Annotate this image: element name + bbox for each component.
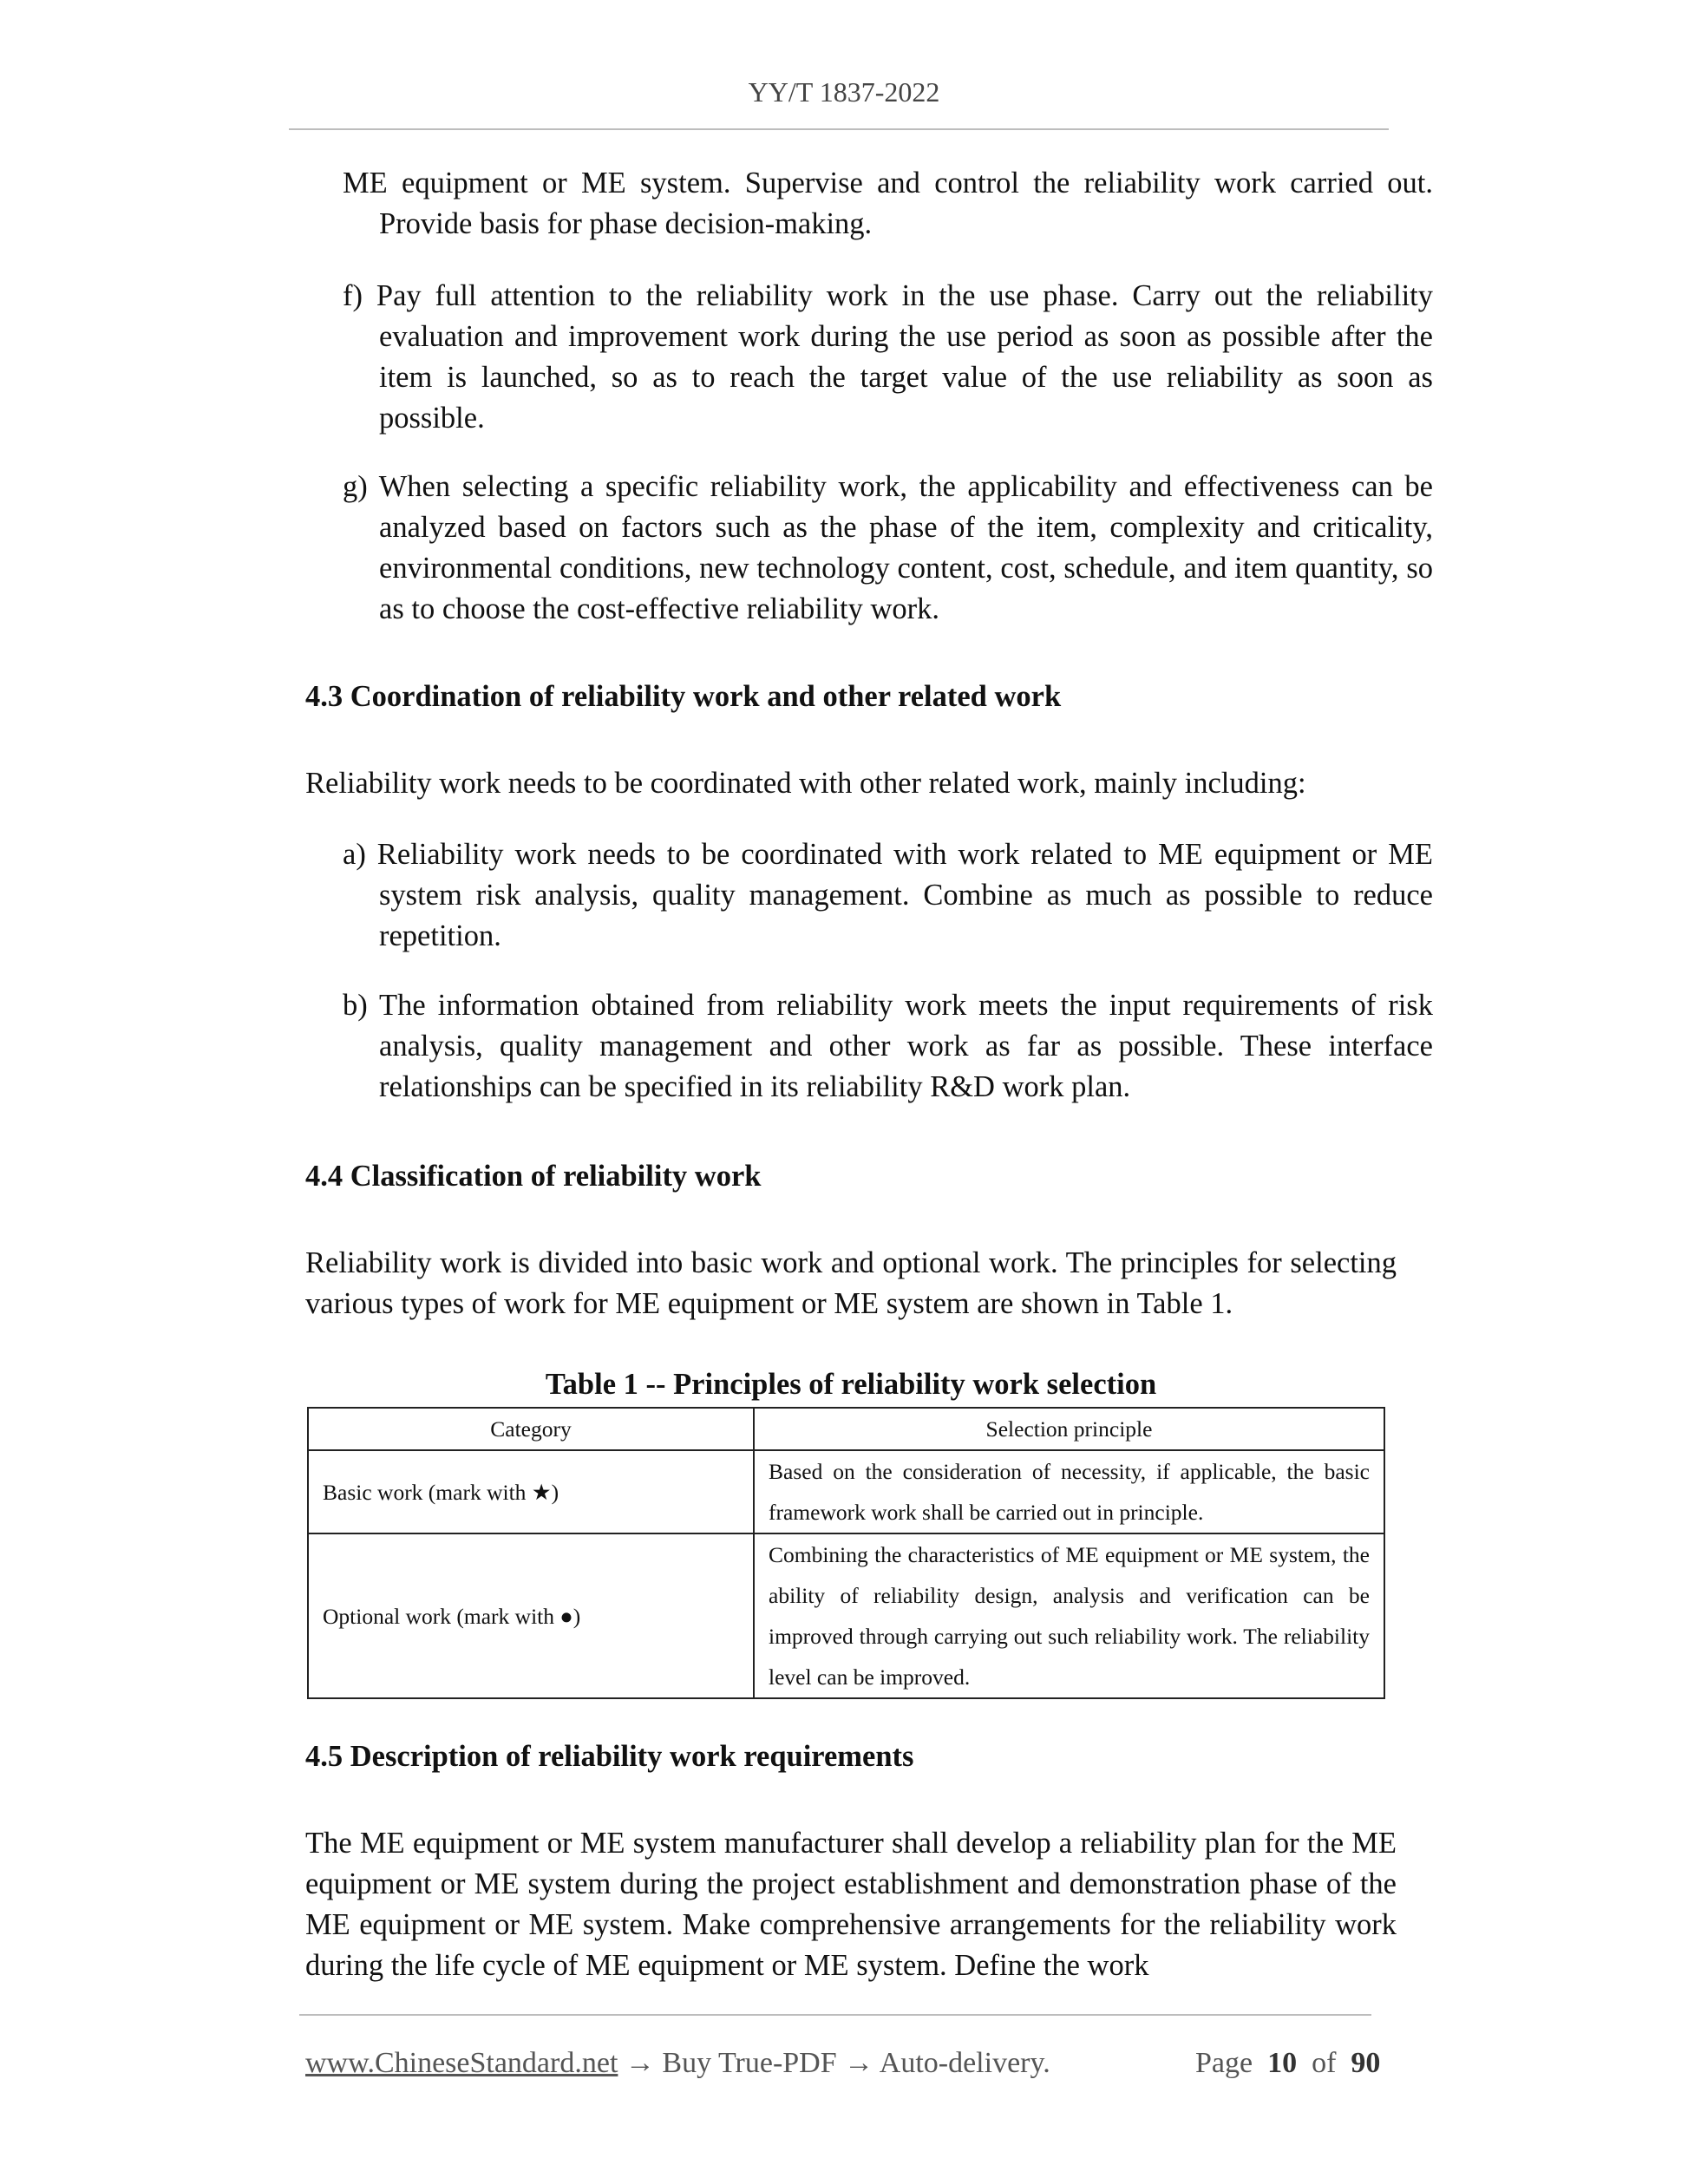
table-row xyxy=(308,1450,1384,1533)
header-rule xyxy=(289,128,1389,130)
principles-table xyxy=(307,1407,1385,1699)
table-header-category: Category xyxy=(308,1408,754,1450)
table-header-row xyxy=(308,1408,1384,1450)
section-4-4-body: Reliability work is divided into basic work and optional work. The principles for selecting various types of work for ME equipment or ME system are shown in Table 1. xyxy=(305,1246,1397,1320)
table-cell-principle: Combining the characteristics of ME equipment or ME system, the ability of reliability design, analysis and verification can be improved through carrying out such reliability work. The reliability level can be improved. xyxy=(754,1533,1384,1698)
intro-continuation: ME equipment or ME system. Supervise and control the reliability work carried out. Provide basis for phase decision-making. xyxy=(343,167,1433,240)
footer-promo xyxy=(305,2047,1050,2080)
table-cell-category: Optional work (mark with ●) xyxy=(308,1533,754,1698)
table-header-principle: Selection principle xyxy=(754,1408,1384,1450)
footer-rule xyxy=(299,2014,1371,2016)
of-label: of xyxy=(1312,2047,1337,2079)
table-cell-category: Basic work (mark with ★) xyxy=(308,1450,754,1533)
site-link[interactable]: www.ChineseStandard.net xyxy=(305,2047,618,2079)
section-4-3-heading: 4.3 Coordination of reliability work and other related work xyxy=(305,680,1062,713)
table-cell-principle: Based on the consideration of necessity, if applicable, the basic framework work shall be carried out in principle. xyxy=(754,1450,1384,1533)
table-caption: Table 1 -- Principles of reliability work selection xyxy=(545,1368,1157,1401)
page-label: Page xyxy=(1195,2047,1253,2079)
list-item-f: f) Pay full attention to the reliability work in the use phase. Carry out the reliability evaluation and improvement work during the use period as soon as possible after the item is launched, so as to reach the target value of the use reliability as soon as possible. xyxy=(343,279,1433,435)
page-counter xyxy=(1195,2047,1380,2080)
running-header: YY/T 1837-2022 xyxy=(748,76,940,108)
list-item-g: g) When selecting a specific reliability work, the applicability and effectiveness can be analyzed based on factors such as the phase of the item, complexity and criticality, environmental conditions, new technology content, cost, schedule, and item quantity, so as to choose the cost-effective reliability work. xyxy=(343,470,1433,625)
list-item-a: a) Reliability work needs to be coordinated with work related to ME equipment or ME system risk analysis, quality management. Combine as much as possible to reduce repetition. xyxy=(343,838,1433,952)
section-4-5-body: The ME equipment or ME system manufacturer shall develop a reliability plan for the ME equipment or ME system during the project establishment and demonstration phase of the ME equipment or ME system. Make comprehensive arrangements for the reliability work during the life cycle of ME equipment or ME system. Define the work xyxy=(305,1827,1397,1982)
arrow-right-icon: → xyxy=(625,2047,655,2079)
table-row xyxy=(308,1533,1384,1698)
section-4-3-intro: Reliability work needs to be coordinated with other related work, mainly including: xyxy=(305,767,1306,800)
auto-delivery-text: Auto-delivery. xyxy=(879,2047,1050,2079)
section-4-5-heading: 4.5 Description of reliability work requirements xyxy=(305,1740,914,1773)
list-item-b: b) The information obtained from reliability work meets the input requirements of risk analysis, quality management and other work as far as possible. These interface relationships can be specified in its reliability R&D work plan. xyxy=(343,989,1433,1103)
page-number: 10 xyxy=(1267,2047,1298,2079)
section-4-4-heading: 4.4 Classification of reliability work xyxy=(305,1160,762,1193)
arrow-right-icon: → xyxy=(844,2047,874,2079)
page-total: 90 xyxy=(1351,2047,1381,2079)
buy-pdf-text: Buy True-PDF xyxy=(662,2047,837,2079)
